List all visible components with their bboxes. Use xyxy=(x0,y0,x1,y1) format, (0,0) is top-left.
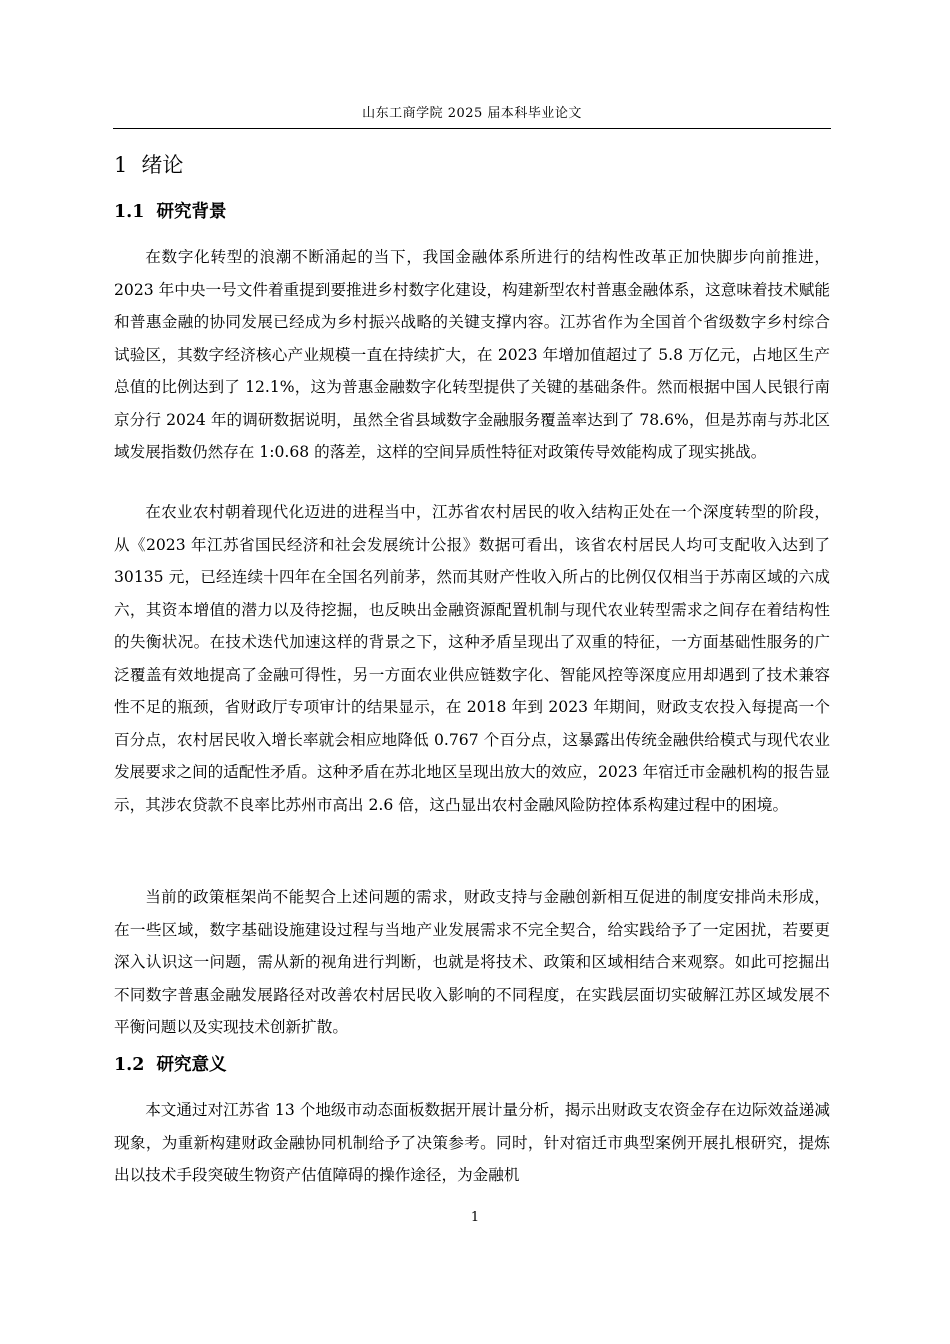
section-title-text: 研究背景 xyxy=(156,202,227,222)
section-heading xyxy=(114,197,226,227)
body-paragraph: 当前的政策框架尚不能契合上述问题的需求，财政支持与金融创新相互促进的制度安排尚未形成，在一些区域，数字基础设施建设过程与当地产业发展需求不完全契合，给实践给予了一定困扰，若要更深入认识这一问题，需从新的视角进行判断，也就是将技术、政策和区域相结合来观察。如此可挖掘出不同数字普惠金融发展路径对改善农村居民收入影响的不同程度，在实践层面切实破解江苏区域发展不平衡问题以及实现技术创新扩散。 xyxy=(114,888,830,1036)
chapter-number: 1 xyxy=(114,153,128,177)
running-header: 山东工商学院 2025 届本科毕业论文 xyxy=(362,106,582,121)
header-rule xyxy=(113,128,831,129)
body-paragraph: 本文通过对江苏省 13 个地级市动态面板数据开展计量分析，揭示出财政支农资金存在边际效益递减现象，为重新构建财政金融协同机制给予了决策参考。同时，针对宿迁市典型案例开展扎根研究，提炼出以技术手段突破生物资产估值障碍的操作途径，为金融机 xyxy=(114,1101,830,1184)
section-heading xyxy=(114,1050,226,1080)
section-number: 1.1 xyxy=(114,202,145,222)
chapter-title xyxy=(114,147,183,183)
page-number: 1 xyxy=(470,1210,480,1225)
section-title-text: 研究意义 xyxy=(156,1055,227,1075)
chapter-title-text: 绪论 xyxy=(141,153,184,177)
body-paragraph: 在农业农村朝着现代化迈进的进程当中，江苏省农村居民的收入结构正处在一个深度转型的阶段，从《2023 年江苏省国民经济和社会发展统计公报》数据可看出，该省农村居民人均可支配收入达到了 30135 元，已经连续十四年在全国名列前茅，然而其财产性收入所占的比例仅仅相当于苏南区域的六成六，其资本增值的潜力以及待挖掘，也反映出金融资源配置机制与现代农业转型需求之间存在着结构性的失衡状况。在技术迭代加速这样的背景之下，这种矛盾呈现出了双重的特征，一方面基础性服务的广泛覆盖有效地提高了金融可得性，另一方面农业供应链数字化、智能风控等深度应用却遇到了技术兼容性不足的瓶颈，省财政厅专项审计的结果显示，在 2018 年到 2023 年期间，财政支农投入每提高一个百分点，农村居民收入增长率就会相应地降低 0.767 个百分点，这暴露出传统金融供给模式与现代农业发展要求之间的适配性矛盾。这种矛盾在苏北地区呈现出放大的效应，2023 年宿迁市金融机构的报告显示，其涉农贷款不良率比苏州市高出 2.6 倍，这凸显出农村金融风险防控体系构建过程中的困境。 xyxy=(114,503,830,814)
section-number: 1.2 xyxy=(114,1055,145,1075)
body-paragraph: 在数字化转型的浪潮不断涌起的当下，我国金融体系所进行的结构性改革正加快脚步向前推进，2023 年中央一号文件着重提到要推进乡村数字化建设，构建新型农村普惠金融体系，这意味着技术赋能和普惠金融的协同发展已经成为乡村振兴战略的关键支撑内容。江苏省作为全国首个省级数字乡村综合试验区，其数字经济核心产业规模一直在持续扩大，在 2023 年增加值超过了 5.8 万亿元，占地区生产总值的比例达到了 12.1%，这为普惠金融数字化转型提供了关键的基础条件。然而根据中国人民银行南京分行 2024 年的调研数据说明，虽然全省县域数字金融服务覆盖率达到了 78.6%，但是苏南与苏北区域发展指数仍然存在 1:0.68 的落差，这样的空间异质性特征对政策传导效能构成了现实挑战。 xyxy=(114,248,830,461)
